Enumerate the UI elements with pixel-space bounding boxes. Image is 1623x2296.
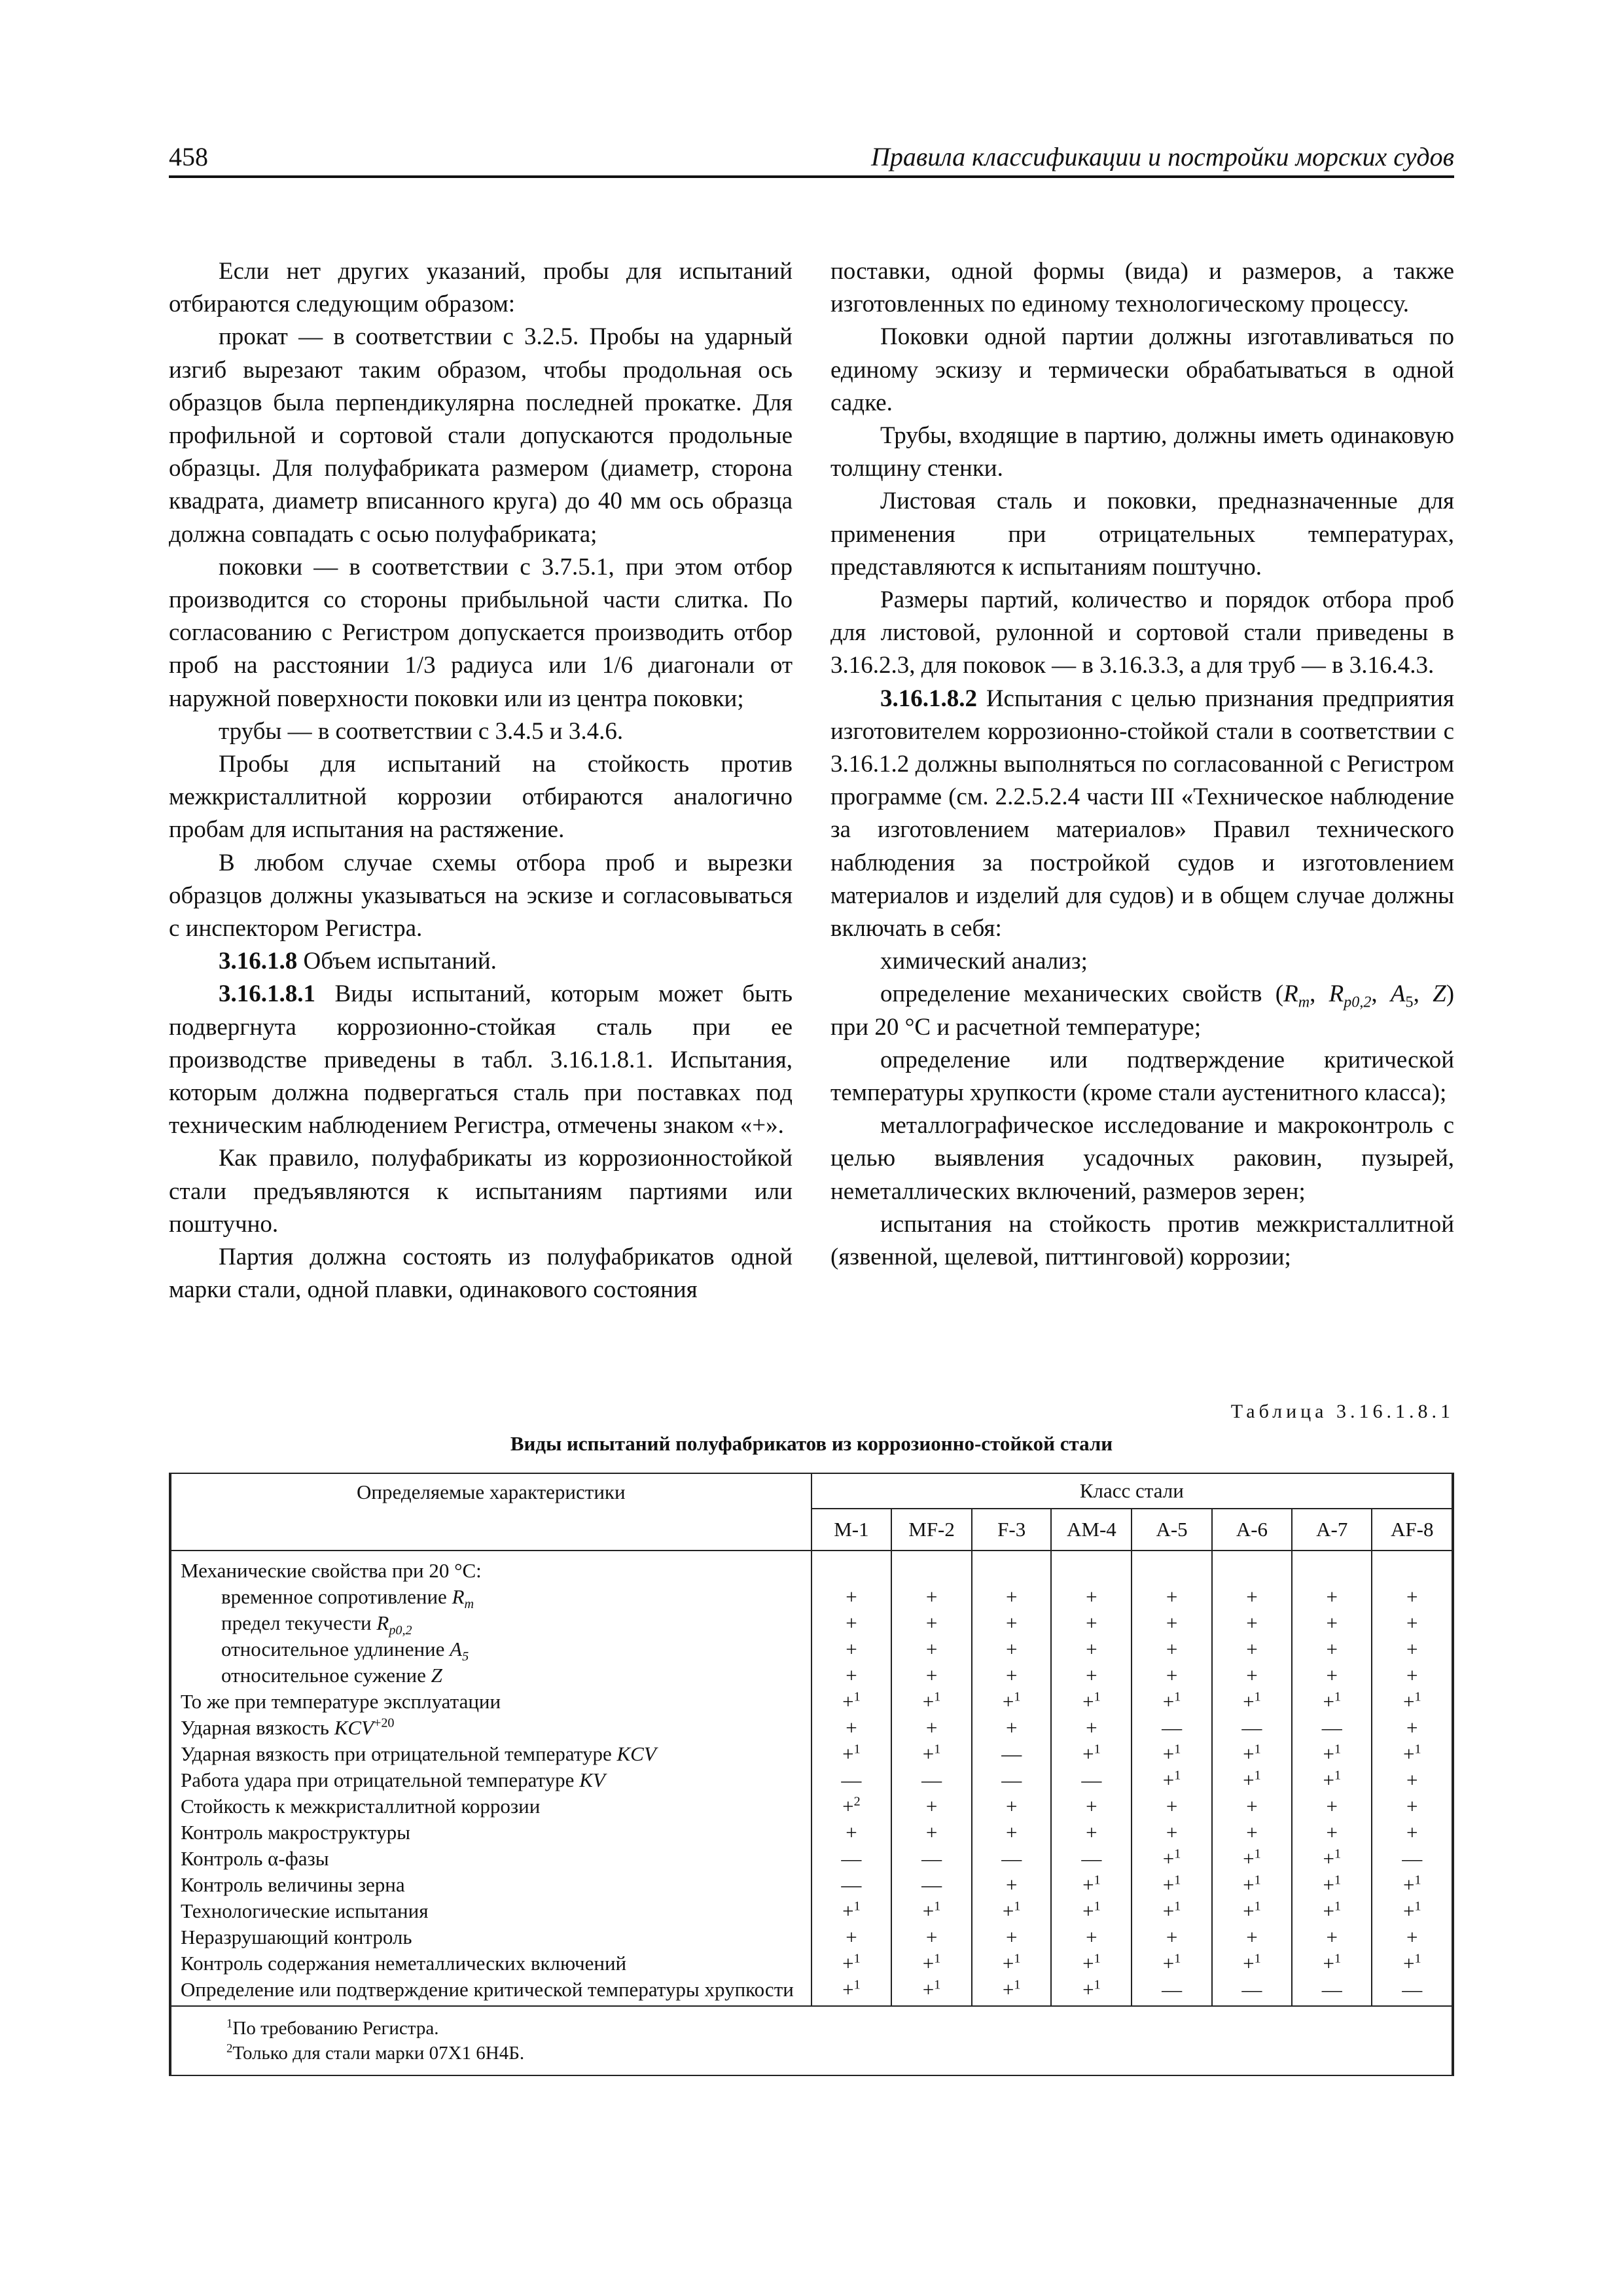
table-cell: — [1081,1768,1102,1791]
table-cell: +$^1$ [842,1742,861,1765]
table-cell: + [1005,1611,1018,1634]
table-cell: +$^1$ [1162,1689,1181,1713]
table-cell: + [1166,1926,1178,1948]
table-cell: + [846,1926,857,1948]
paragraph: Если нет других указаний, пробы для испытаний отбираются следующим образом: [169,258,793,318]
table-cell: + [1246,1664,1258,1687]
table-cell: + [925,1716,938,1739]
list-item: металлографическое исследование и макроконтроль с целью выявления усадочных раковин, пузырей, неметаллических включений, размеров зерен; [830,1112,1454,1205]
paragraph: В любом случае схемы отбора проб и вырезки образцов должны указываться на эскизе и согласовываться с инспектором Регистра. [169,849,793,942]
paragraph: Трубы, входящие в партию, должны иметь одинаковую толщину стенки. [830,422,1454,482]
table-cell: +$^1$ [1402,1873,1421,1896]
class-header-cell: MF-2 [891,1509,972,1551]
footnote: $^2$Только для стали марки 07Х1 6Н4Б. [226,2041,525,2064]
table-cell: + [846,1611,857,1634]
table-cell: + [846,1638,857,1660]
table-cell: +$^1$ [1002,1951,1021,1975]
list-item: испытания на стойкость против межкристаллитной (язвенной, щелевой, питтинговой) коррозии; [830,1210,1454,1271]
table-cell [1293,1558,1371,1584]
paragraph: Пробы для испытаний на стойкость против межкристаллитной коррозии отбираются аналогично пробам для испытания на растяжение. [169,751,793,844]
table-cell: + [1086,1926,1097,1948]
table-cell: + [1326,1611,1338,1634]
table-cell: + [925,1821,938,1844]
class-values-column [972,1551,1052,2006]
characteristics-column [170,1551,812,2006]
table-cell: +$^1$ [1243,1951,1261,1975]
table-cell: + [1326,1926,1338,1948]
table-cell: — [1001,1742,1022,1765]
table-cell: + [1086,1821,1097,1844]
table-cell: — [1402,1978,1423,2001]
table-cell: + [1005,1873,1018,1896]
table-cell: +$^1$ [842,1689,861,1713]
table-cell: + [1005,1716,1018,1739]
table-cell: +$^1$ [922,1689,941,1713]
table-cell: + [925,1638,938,1660]
footnote: $^1$По требованию Регистра. [226,2017,439,2039]
table-cell: +$^1$ [1082,1977,1101,2001]
class-header-cell: AF-8 [1372,1509,1453,1551]
table-cell: + [1406,1585,1418,1608]
class-values-column [1292,1551,1372,2006]
table-cell: + [925,1585,938,1608]
table-cell: + [1326,1795,1338,1818]
class-values-column [1212,1551,1292,2006]
table-cell: + [1246,1926,1258,1948]
table-cell: + [1326,1638,1338,1660]
table-cell: + [1086,1795,1097,1818]
section-number: 3.16.1.8 [219,948,298,975]
table-cell [1052,1558,1131,1584]
table-cell: +$^1$ [922,1899,941,1922]
list-item: определение механических свойств ($R_m$, $R_{p0,2}$, $A_5$, Z) при 20 °C и расчетной температуре; [830,980,1455,1041]
characteristic-name: Определение или подтверждение критической температуры хрупкости [181,1978,794,2001]
table-cell: +$^1$ [1243,1689,1261,1713]
table-cell: + [1086,1611,1097,1634]
table-cell: — [921,1768,942,1791]
characteristic-name: То же при температуре эксплуатации [181,1690,501,1713]
table-cell: + [1246,1638,1258,1660]
table-cell: + [1406,1795,1418,1818]
table-cell: + [925,1795,938,1818]
table-cell: + [1246,1611,1258,1634]
table-cell: + [1406,1638,1418,1660]
table-cell: — [921,1873,942,1896]
table-cell: +$^1$ [1243,1899,1261,1922]
characteristic-name: Стойкость к межкристаллитной коррозии [181,1795,541,1818]
table-cell: + [1086,1716,1097,1739]
table-cell: + [1166,1611,1178,1634]
right-column [830,255,1454,1274]
paragraph: поковки — в соответствии с 3.7.5.1, при этом отбор производится со стороны прибыльной части слитка. По согласованию с Регистром допускается производить отбор проб на расстоянии 1/3 радиуса или 1/6 диагонали от наружной поверхности поковки или из центра поковки; [169,553,793,712]
table-cell: + [925,1611,938,1634]
class-values-column [1132,1551,1211,2006]
table-cell: + [1246,1821,1258,1844]
table-cell: + [1005,1795,1018,1818]
table-cell: + [1326,1664,1338,1687]
paragraph: Как правило, полуфабрикаты из коррозионностойкой стали предъявляются к испытаниям партиями или поштучно. [169,1145,793,1238]
table-cell: +$^1$ [1243,1846,1261,1870]
characteristic-name: Неразрушающий контроль [181,1926,412,1948]
class-header: Класс стали [812,1473,1453,1509]
table-cell: + [1406,1611,1418,1634]
characteristic-name: Ударная вязкость при отрицательной температуре KCV [181,1742,656,1765]
characteristic-name: относительное сужение Z [221,1664,442,1687]
table-cell: + [1406,1926,1418,1948]
running-title: Правила классификации и постройки морских судов [870,142,1454,171]
table-cell: + [846,1716,857,1739]
characteristic-name: Контроль α-фазы [181,1847,329,1870]
table-cell: +$^1$ [1323,1899,1342,1922]
table-cell: +$^1$ [1002,1899,1021,1922]
col-header-characteristics: Определяемые характеристики [170,1473,812,1551]
table-cell: + [925,1926,938,1948]
table-cell: +$^1$ [1243,1742,1261,1765]
table-cell: +$^1$ [1162,1768,1181,1791]
list-item: химический анализ; [880,948,1088,975]
section-number: 3.16.1.8.1 [219,980,315,1008]
table-cell: + [1406,1821,1418,1844]
table-cell [972,1558,1051,1584]
class-header-cell: F-3 [972,1509,1052,1551]
characteristic-name: временное сопротивление $R_m$ [221,1585,474,1612]
table-cell: + [1406,1768,1418,1791]
characteristic-name: предел текучести $R_{p0,2}$ [221,1611,412,1638]
table-cell: + [1166,1664,1178,1687]
table-cell: +$^1$ [1002,1977,1021,2001]
class-values-column [1372,1551,1453,2006]
table-cell: — [1001,1847,1022,1870]
class-values-column [891,1551,972,2006]
table-cell [1213,1558,1291,1584]
table-cell: +$^1$ [922,1742,941,1765]
table-cell: + [846,1585,857,1608]
table-cell: +$^1$ [1323,1846,1342,1870]
table-cell: +$^1$ [1082,1873,1101,1896]
table-cell: +$^1$ [1323,1742,1342,1765]
table-cell: +$^1$ [1162,1873,1181,1896]
table-cell: + [846,1664,857,1687]
table-cell: + [1166,1585,1178,1608]
table-cell: + [1406,1664,1418,1687]
class-header-cell: AM-4 [1051,1509,1132,1551]
table-cell: — [1081,1847,1102,1870]
table-cell: — [1241,1978,1262,2001]
table-cell: +$^1$ [922,1977,941,2001]
table-cell: + [1005,1821,1018,1844]
table-cell: + [1246,1585,1258,1608]
table-cell: +$^1$ [1402,1742,1421,1765]
table-cell: +$^1$ [1323,1951,1342,1975]
table-cell: + [1086,1664,1097,1687]
table-cell: +$^2$ [842,1794,861,1818]
table-cell: — [921,1847,942,1870]
table-cell: +$^1$ [1243,1768,1261,1791]
table-cell: +$^1$ [1402,1899,1421,1922]
table-cell: + [1166,1821,1178,1844]
table-cell: +$^1$ [1162,1899,1181,1922]
class-header-cell: А-5 [1132,1509,1211,1551]
characteristic-name: относительное удлинение $A_5$ [221,1638,469,1664]
test-types-table [169,1473,1454,2076]
table-cell: +$^1$ [1323,1689,1342,1713]
table-cell: +$^1$ [842,1951,861,1975]
table-cell: — [1162,1978,1183,2001]
table-cell: — [1321,1716,1342,1739]
paragraph: Партия должна состоять из полуфабрикатов одной марки стали, одной плавки, одинакового состояния [169,1244,793,1304]
table-cell: +$^1$ [842,1899,861,1922]
characteristic-name: Механические свойства при 20 °C: [181,1559,482,1582]
table-cell: +$^1$ [1402,1951,1421,1975]
table-cell: — [841,1873,862,1896]
characteristic-name: Ударная вязкость $KCV^{+20}$ [181,1715,395,1739]
table-cell: + [1005,1638,1018,1660]
table-cell: + [1166,1638,1178,1660]
table-cell: — [1162,1716,1183,1739]
table-cell: +$^1$ [1323,1768,1342,1791]
paragraph: 3.16.1.8.2 Испытания с целью признания предприятия изготовителем коррозионно-стойкой стали в соответствии с 3.16.1.2 должны выполняться по согласованной с Регистром программе (см. 2.2.5.2.4 части III «Техническое наблюдение за изготовлением материалов» Правил технического наблюдения за постройкой судов и изготовлением материалов и изделий для судов) и в общем случае должны включать в себя: [830,685,1454,942]
table-cell: +$^1$ [1323,1873,1342,1896]
characteristic-name: Работа удара при отрицательной температуре KV [181,1768,605,1791]
table-cell: + [1086,1638,1097,1660]
paragraph: прокат — в соответствии с 3.2.5. Пробы на ударный изгиб вырезают таким образом, чтобы продольная ось образцов была перпендикулярна последней прокатке. Для профильной и сортовой стали допускаются продольные образцы. Для полуфабриката размером (диаметр, сторона квадрата, диаметр вписанного круга) до 40 мм ось образца должна совпадать с осью полуфабриката; [169,323,793,548]
table-cell: +$^1$ [1162,1742,1181,1765]
table-cell: +$^1$ [1082,1689,1101,1713]
table-cell: + [1326,1585,1338,1608]
table-cell: — [841,1847,862,1870]
table-cell: + [1326,1821,1338,1844]
table-cell: + [1246,1795,1258,1818]
class-values-column [812,1551,892,2006]
table-cell: +$^1$ [842,1977,861,2001]
paragraph: поставки, одной формы (вида) и размеров, а также изготовленных по единому технологическому процессу. [830,258,1454,318]
table-cell: — [1402,1847,1423,1870]
table-cell [812,1558,891,1584]
characteristic-name: Технологические испытания [181,1899,429,1922]
table-cell: +$^1$ [1082,1899,1101,1922]
class-header-cell: М-1 [812,1509,892,1551]
characteristic-name: Контроль макроструктуры [181,1821,410,1844]
characteristic-name: Контроль величины зерна [181,1873,405,1896]
table-title: Виды испытаний полуфабрикатов из коррозионно-стойкой стали [510,1432,1113,1455]
table-cell: + [1166,1795,1178,1818]
table-cell: — [1241,1716,1262,1739]
table-cell: + [925,1664,938,1687]
characteristic-name: Контроль содержания неметаллических включений [181,1952,627,1975]
table-cell: +$^1$ [1162,1951,1181,1975]
table-cell: +$^1$ [1402,1689,1421,1713]
table-cell: +$^1$ [1162,1846,1181,1870]
paragraph: Размеры партий, количество и порядок отбора проб для листовой, рулонной и сортовой стали приведены в 3.16.2.3, для поковок — в 3.16.3.3, а для труб — в 3.16.4.3. [830,586,1454,679]
table-footnotes [170,2006,1453,2075]
table-cell: — [1321,1978,1342,2001]
paragraph: Листовая сталь и поковки, предназначенные для применения при отрицательных температурах, представляются к испытаниям поштучно. [830,488,1454,581]
table-cell [1372,1558,1452,1584]
section-number: 3.16.1.8.2 [880,685,977,712]
paragraph: трубы — в соответствии с 3.4.5 и 3.4.6. [219,717,624,745]
paragraph: 3.16.1.8.1 Виды испытаний, которым может быть подвергнута коррозионно-стойкая сталь при ее производстве приведены в табл. 3.16.1.8.1. Испытания, которым должна подвергаться сталь при поставках под техническим наблюдением Регистра, отмечены знаком «+». [169,980,793,1139]
page-number: 458 [169,142,208,171]
class-header-cell: А-6 [1212,1509,1292,1551]
table-cell: + [1005,1664,1018,1687]
table-cell [892,1558,971,1584]
table-cell: +$^1$ [1243,1873,1261,1896]
paragraph: Поковки одной партии должны изготавливаться по единому эскизу и термически обрабатываться в одной садке. [830,323,1454,416]
table-cell: + [846,1821,857,1844]
table-cell: + [1005,1585,1018,1608]
table-cell: + [1005,1926,1018,1948]
section-heading: 3.16.1.8 Объем испытаний. [219,948,497,975]
table-caption: Таблица 3.16.1.8.1 [1230,1401,1454,1422]
table-cell: +$^1$ [1082,1951,1101,1975]
table-cell: +$^1$ [922,1951,941,1975]
table-cell: + [1406,1716,1418,1739]
table-cell: +$^1$ [1082,1742,1101,1765]
list-item: определение или подтверждение критической температуры хрупкости (кроме стали аустенитного класса); [830,1046,1454,1107]
table-cell: — [841,1768,862,1791]
table-cell [1132,1558,1211,1584]
table-cell: + [1086,1585,1097,1608]
class-values-column [1051,1551,1132,2006]
table-body [170,1551,1453,2006]
header-rule [169,175,1454,178]
class-header-cell: А-7 [1292,1509,1372,1551]
table-cell: — [1001,1768,1022,1791]
table-cell: +$^1$ [1002,1689,1021,1713]
left-column [169,255,793,1307]
